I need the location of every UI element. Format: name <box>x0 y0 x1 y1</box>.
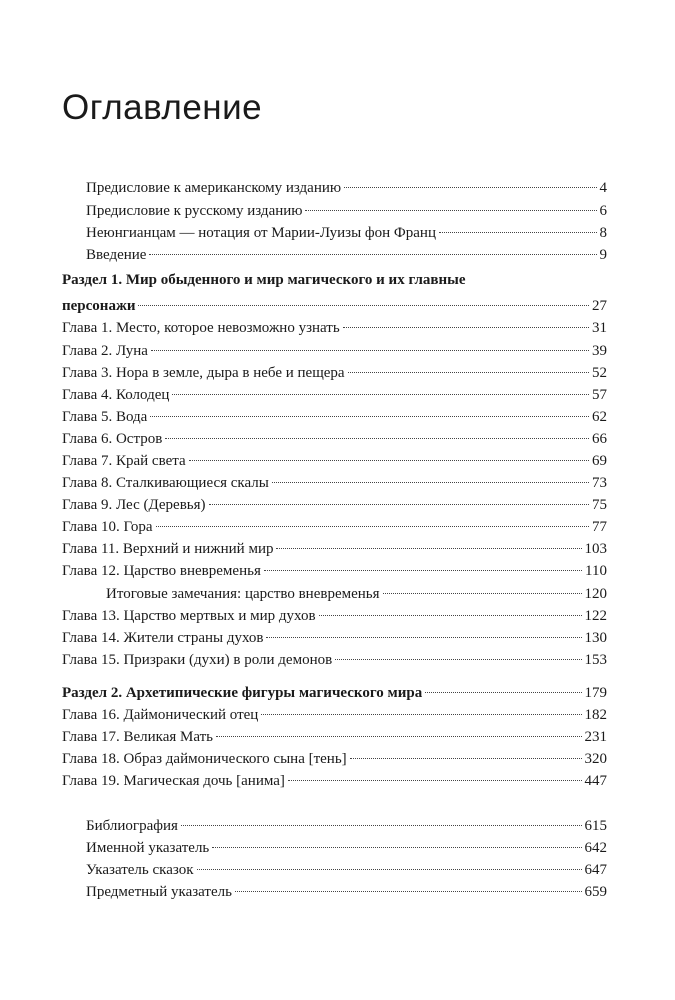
toc-entry-summary[interactable] <box>106 584 607 604</box>
toc-entry-label: Глава 7. Край света <box>62 453 186 469</box>
toc-entry-page: 231 <box>584 729 607 745</box>
toc-entry-page: 179 <box>584 685 607 701</box>
toc-entry[interactable] <box>86 860 607 880</box>
dot-leader <box>181 825 582 826</box>
dot-leader <box>343 327 589 328</box>
section-1-heading-line2: персонажи <box>62 298 136 314</box>
toc-entry-label: Глава 18. Образ даймонического сына [тень] <box>62 751 347 767</box>
toc-entry[interactable] <box>62 705 607 725</box>
toc-entry[interactable] <box>86 178 607 198</box>
dot-leader <box>335 659 581 660</box>
section-1-entry[interactable] <box>62 296 607 316</box>
toc-entry-label: Глава 2. Луна <box>62 343 148 359</box>
toc-entry[interactable] <box>62 628 607 648</box>
toc-entry[interactable] <box>62 318 607 338</box>
section-2-heading: Раздел 2. Архетипические фигуры магического мира <box>62 685 423 701</box>
dot-leader <box>138 305 589 306</box>
toc-entry-label: Библиография <box>86 818 178 834</box>
toc-entry-page: 659 <box>584 884 607 900</box>
toc-entry-label: Глава 19. Магическая дочь [анима] <box>62 773 285 789</box>
page-title: Оглавление <box>62 88 263 127</box>
dot-leader <box>212 847 581 848</box>
toc-entry-label: Глава 4. Колодец <box>62 387 170 403</box>
toc-entry-page: 9 <box>599 247 607 263</box>
dot-leader <box>264 570 582 571</box>
dot-leader <box>344 187 596 188</box>
section-1-heading-line1[interactable]: Раздел 1. Мир обыденного и мир магического и их главные <box>62 272 466 288</box>
toc-entry-page: 647 <box>584 862 607 878</box>
toc-entry-label: Глава 3. Нора в земле, дыра в небе и пещера <box>62 365 345 381</box>
dot-leader <box>439 232 597 233</box>
toc-entry[interactable] <box>86 882 607 902</box>
toc-entry[interactable] <box>62 650 607 670</box>
dot-leader <box>189 460 589 461</box>
toc-entry[interactable] <box>62 727 607 747</box>
dot-leader <box>197 869 582 870</box>
toc-entry-label: Глава 11. Верхний и нижний мир <box>62 541 274 557</box>
toc-entry[interactable] <box>86 838 607 858</box>
toc-entry[interactable] <box>62 451 607 471</box>
dot-leader <box>165 438 589 439</box>
dot-leader <box>172 394 589 395</box>
toc-entry-page: 120 <box>584 586 607 602</box>
toc-entry-label: Итоговые замечания: царство вневременья <box>106 586 380 602</box>
toc-entry-page: 6 <box>599 203 607 219</box>
toc-entry-page: 73 <box>592 475 607 491</box>
toc-entry[interactable] <box>62 749 607 769</box>
toc-entry[interactable] <box>62 517 607 537</box>
toc-entry-label: Глава 6. Остров <box>62 431 163 447</box>
toc-entry-page: 8 <box>599 225 607 241</box>
toc-entry-page: 57 <box>592 387 607 403</box>
toc-entry-page: 27 <box>592 298 607 314</box>
toc-entry-label: Глава 5. Вода <box>62 409 148 425</box>
dot-leader <box>319 615 582 616</box>
toc-entry-page: 75 <box>592 497 607 513</box>
toc-entry-label: Предисловие к американскому изданию <box>86 180 342 196</box>
toc-entry[interactable] <box>62 771 607 791</box>
dot-leader <box>235 891 582 892</box>
toc-entry-page: 31 <box>592 320 607 336</box>
toc-entry-page: 615 <box>584 818 607 834</box>
toc-entry[interactable] <box>62 341 607 361</box>
toc-entry-label: Глава 10. Гора <box>62 519 153 535</box>
toc-entry-page: 642 <box>584 840 607 856</box>
section-2-entry[interactable] <box>62 683 607 703</box>
dot-leader <box>305 210 596 211</box>
toc-entry-label: Введение <box>86 247 147 263</box>
toc-entry-page: 62 <box>592 409 607 425</box>
toc-entry[interactable] <box>62 429 607 449</box>
toc-entry[interactable] <box>86 223 607 243</box>
toc-entry-page: 122 <box>584 608 607 624</box>
toc-entry[interactable] <box>62 363 607 383</box>
toc-entry-label: Предисловие к русскому изданию <box>86 203 303 219</box>
dot-leader <box>425 692 581 693</box>
toc-entry-label: Неюнгианцам — нотация от Марии-Луизы фон Франц <box>86 225 436 241</box>
toc-entry[interactable] <box>62 407 607 427</box>
toc-entry-page: 447 <box>584 773 607 789</box>
toc-entry-label: Глава 13. Царство мертвых и мир духов <box>62 608 316 624</box>
toc-entry[interactable] <box>86 201 607 221</box>
toc-entry-label: Глава 16. Даймонический отец <box>62 707 259 723</box>
toc-entry-page: 103 <box>584 541 607 557</box>
dot-leader <box>216 736 581 737</box>
toc-entry-label: Глава 17. Великая Мать <box>62 729 214 745</box>
toc-entry-label: Глава 8. Сталкивающиеся скалы <box>62 475 269 491</box>
toc-entry-page: 130 <box>584 630 607 646</box>
dot-leader <box>150 416 589 417</box>
dot-leader <box>272 482 589 483</box>
dot-leader <box>209 504 589 505</box>
toc-entry[interactable] <box>62 495 607 515</box>
dot-leader <box>261 714 581 715</box>
dot-leader <box>383 593 582 594</box>
toc-entry-page: 153 <box>584 652 607 668</box>
toc-entry-label: Глава 9. Лес (Деревья) <box>62 497 206 513</box>
dot-leader <box>149 254 596 255</box>
toc-entry-page: 69 <box>592 453 607 469</box>
dot-leader <box>156 526 590 527</box>
toc-entry-page: 110 <box>585 563 607 579</box>
toc-entry-label: Указатель сказок <box>86 862 194 878</box>
dot-leader <box>276 548 581 549</box>
dot-leader <box>151 350 589 351</box>
dot-leader <box>288 780 582 781</box>
toc-entry[interactable] <box>86 245 607 265</box>
toc-entry-label: Глава 1. Место, которое невозможно узнать <box>62 320 340 336</box>
toc-entry[interactable] <box>62 473 607 493</box>
toc-entry-page: 77 <box>592 519 607 535</box>
toc-entry-page: 182 <box>584 707 607 723</box>
toc-entry[interactable] <box>62 539 607 559</box>
toc-entry-label: Именной указатель <box>86 840 210 856</box>
toc-entry[interactable] <box>86 816 607 836</box>
dot-leader <box>348 372 589 373</box>
toc-entry-label: Предметный указатель <box>86 884 232 900</box>
toc-entry-label: Глава 14. Жители страны духов <box>62 630 264 646</box>
toc-entry-page: 320 <box>584 751 607 767</box>
toc-entry[interactable] <box>62 561 607 581</box>
toc-entry-label: Глава 12. Царство вневременья <box>62 563 261 579</box>
toc-entry[interactable] <box>62 606 607 626</box>
dot-leader <box>266 637 581 638</box>
toc-entry-page: 39 <box>592 343 607 359</box>
toc-entry-page: 52 <box>592 365 607 381</box>
toc-entry-page: 66 <box>592 431 607 447</box>
toc-entry-label: Глава 15. Призраки (духи) в роли демонов <box>62 652 333 668</box>
dot-leader <box>350 758 582 759</box>
toc-entry[interactable] <box>62 385 607 405</box>
toc-entry-page: 4 <box>599 180 607 196</box>
